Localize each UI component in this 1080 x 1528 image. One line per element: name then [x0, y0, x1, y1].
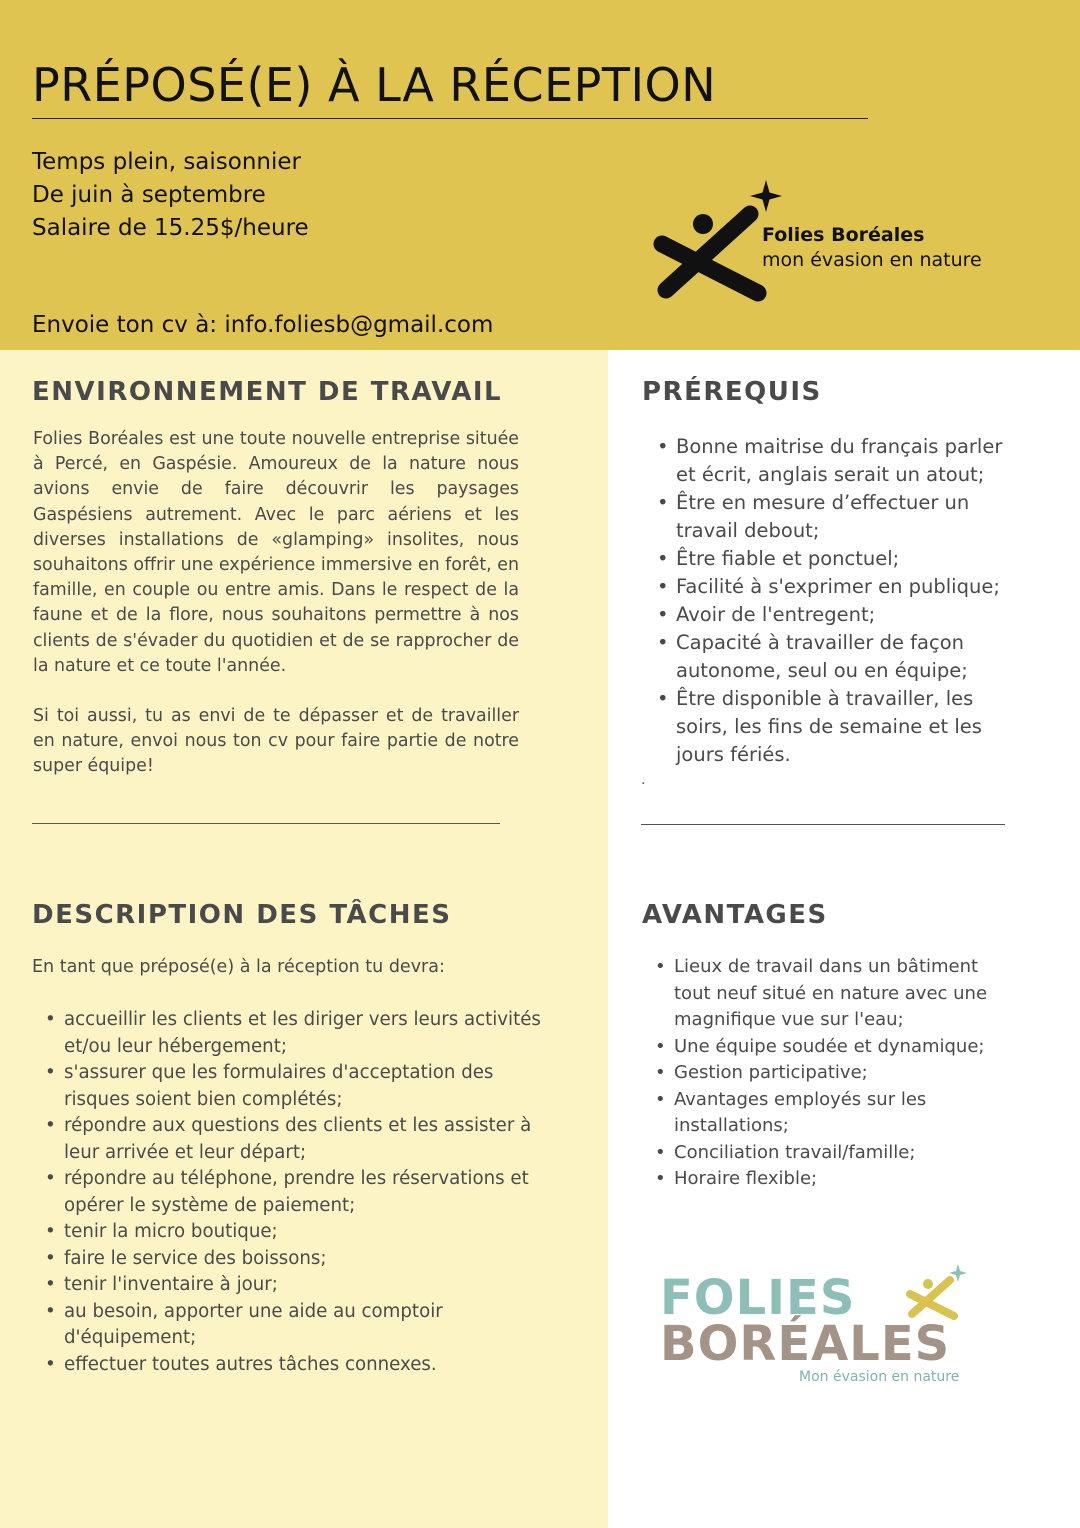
tasks-list	[64, 1007, 554, 1378]
prerequisites-list	[676, 433, 1026, 769]
list-item: • Être fiable et ponctuel;	[676, 545, 1026, 573]
list-item: • faire le service des boissons;	[64, 1246, 554, 1273]
list-item: • Être disponible à travailler, les soirs, les fins de semaine et les jours fériés.	[676, 685, 1026, 769]
list-item: • Bonne maitrise du français parler et écrit, anglais serait un atout;	[676, 433, 1026, 489]
brand-name: Folies Boréales	[762, 224, 925, 246]
list-item: • Lieux de travail dans un bâtiment tout neuf situé en nature avec une magnifique vue sur l'eau;	[674, 954, 1019, 1034]
trailing-dot: .	[641, 772, 646, 788]
environment-paragraph: Si toi aussi, tu as envi de te dépasser et de travailler en nature, envoi nous ton cv pour faire partie de notre super équipe!	[33, 706, 519, 777]
tasks-heading: DESCRIPTION DES TÂCHES	[32, 900, 452, 930]
list-item: • Avantages employés sur les installations;	[674, 1087, 1019, 1140]
logo-tagline: Mon évasion en nature	[799, 1369, 960, 1385]
logo-letters: BORÉALES	[660, 1316, 951, 1372]
brand-logo	[652, 178, 1012, 308]
star-figure-icon	[904, 1262, 968, 1320]
environment-paragraph: Folies Boréales est une toute nouvelle entreprise située à Percé, en Gaspésie. Amoureux de la nature nous avions envie de faire découvrir les paysages Gaspésiens autrement. Avec le parc aériens et les diverses installations de «glamping» insolites, nous souhaitons offrir une expérience immersive en forêt, en famille, en couple ou entre amis. Dans le respect de la faune et de la flore, nous souhaitons permettre à nos clients de s'évader du quotidien et de se rapprocher de la nature et ce toute l'année.	[33, 429, 519, 676]
list-item: • répondre au téléphone, prendre les réservations et opérer le système de paiement;	[64, 1166, 554, 1219]
logo-line-folies	[660, 1270, 856, 1326]
list-item: • accueillir les clients et les diriger vers leurs activités et/ou leur hébergement;	[64, 1007, 554, 1060]
job-info-line: Temps plein, saisonnier	[32, 149, 301, 175]
logo-line-boreales	[660, 1316, 951, 1372]
list-item: • s'assurer que les formulaires d'acceptation des risques soient bien complétés;	[64, 1060, 554, 1113]
section-divider	[32, 823, 500, 824]
contact-email: Envoie ton cv à: info.foliesb@gmail.com	[32, 312, 494, 338]
list-item: • Une équipe soudée et dynamique;	[674, 1034, 1019, 1061]
job-info-line: De juin à septembre	[32, 182, 266, 208]
list-item: • Gestion participative;	[674, 1060, 1019, 1087]
brand-tagline: mon évasion en nature	[762, 249, 982, 271]
title-divider	[32, 118, 868, 119]
list-item: • tenir la micro boutique;	[64, 1219, 554, 1246]
tasks-intro: En tant que préposé(e) à la réception tu devra:	[32, 957, 445, 977]
list-item: • Facilité à s'exprimer en publique;	[676, 573, 1026, 601]
advantages-heading: AVANTAGES	[642, 900, 828, 930]
list-item: • tenir l'inventaire à jour;	[64, 1272, 554, 1299]
page-title: PRÉPOSÉ(E) À LA RÉCEPTION	[32, 58, 717, 112]
job-info	[32, 146, 309, 245]
job-info-line: Salaire de 15.25$/heure	[32, 215, 309, 241]
list-item: • effectuer toutes autres tâches connexes.	[64, 1352, 554, 1379]
list-item: • au besoin, apporter une aide au comptoir d'équipement;	[64, 1299, 554, 1352]
prerequisites-heading: PRÉREQUIS	[642, 377, 822, 407]
list-item: • Horaire flexible;	[674, 1166, 1019, 1193]
list-item: • Avoir de l'entregent;	[676, 601, 1026, 629]
list-item: • Capacité à travailler de façon autonome, seul ou en équipe;	[676, 629, 1026, 685]
list-item: • Conciliation travail/famille;	[674, 1140, 1019, 1167]
brand-logo-large	[660, 1262, 1040, 1392]
environment-heading: ENVIRONNEMENT DE TRAVAIL	[32, 377, 503, 407]
list-item: • Être en mesure d’effectuer un travail debout;	[676, 489, 1026, 545]
list-item: • répondre aux questions des clients et les assister à leur arrivée et leur départ;	[64, 1113, 554, 1166]
advantages-list	[674, 954, 1019, 1193]
section-divider	[641, 824, 1005, 825]
logo-letters: FOLIES	[660, 1270, 856, 1326]
